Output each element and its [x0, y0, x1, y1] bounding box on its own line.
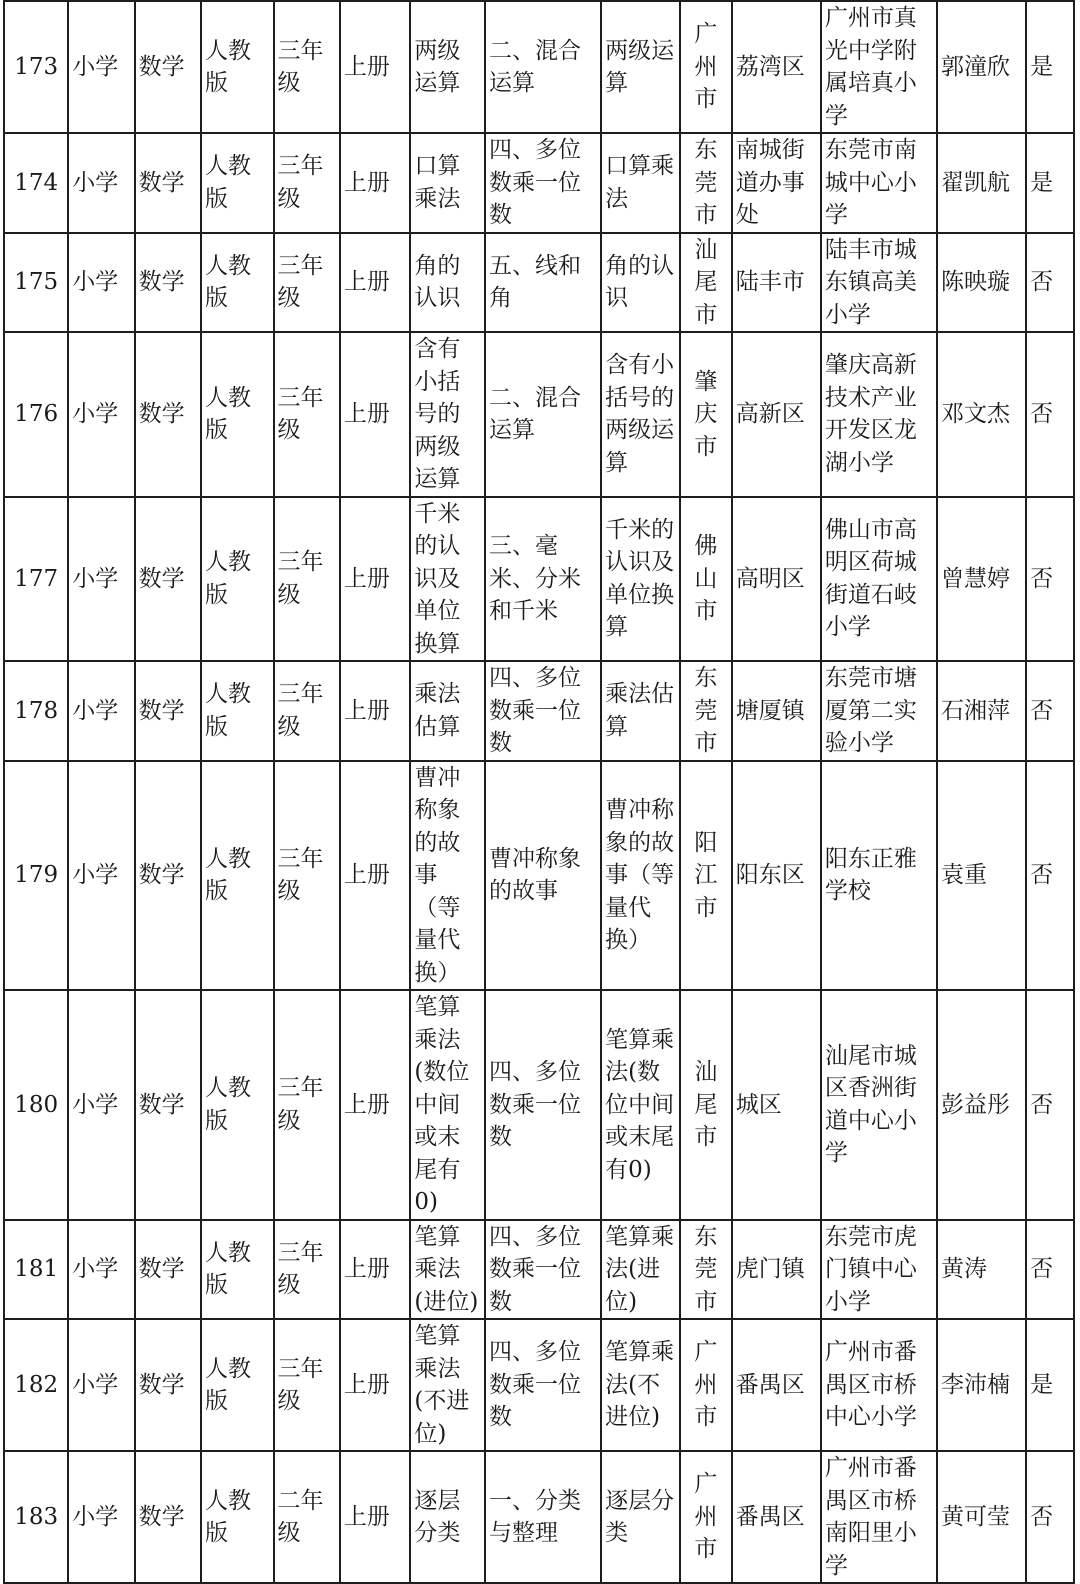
cell-lesson-title: 乘法估算 — [410, 661, 485, 761]
cell-topic-title: 口算乘法 — [601, 133, 680, 233]
table-row — [4, 133, 1074, 233]
records-table — [3, 0, 1075, 1584]
cell-volume: 上册 — [340, 661, 411, 761]
cell-teacher-name: 彭益彤 — [937, 990, 1026, 1220]
cell-row-number: 174 — [4, 133, 68, 233]
cell-status-flag: 否 — [1026, 1451, 1074, 1583]
cell-topic-title: 逐层分类 — [601, 1451, 680, 1583]
cell-school-name: 广州市番禺区市桥南阳里小学 — [821, 1451, 937, 1583]
cell-unit-title: 四、多位数乘一位数 — [485, 133, 601, 233]
cell-lesson-title: 千米的认识及单位换算 — [410, 497, 485, 662]
cell-grade-level: 三年级 — [274, 497, 340, 662]
cell-lesson-title: 含有小括号的两级运算 — [410, 332, 485, 497]
cell-school-name: 东莞市塘厦第二实验小学 — [821, 661, 937, 761]
cell-district: 高新区 — [732, 332, 821, 497]
cell-school-name: 陆丰市城东镇高美小学 — [821, 233, 937, 333]
cell-subject: 数学 — [135, 497, 201, 662]
cell-district: 高明区 — [732, 497, 821, 662]
cell-school-stage: 小学 — [68, 1, 134, 133]
cell-row-number: 179 — [4, 761, 68, 991]
cell-district: 阳东区 — [732, 761, 821, 991]
cell-lesson-title: 角的认识 — [410, 233, 485, 333]
cell-school-stage: 小学 — [68, 1220, 134, 1320]
cell-volume: 上册 — [340, 497, 411, 662]
cell-status-flag: 否 — [1026, 497, 1074, 662]
cell-lesson-title: 笔算乘法(不进位) — [410, 1319, 485, 1451]
cell-unit-title: 一、分类与整理 — [485, 1451, 601, 1583]
cell-status-flag: 是 — [1026, 133, 1074, 233]
cell-school-stage: 小学 — [68, 761, 134, 991]
cell-row-number: 178 — [4, 661, 68, 761]
cell-status-flag: 否 — [1026, 233, 1074, 333]
cell-volume: 上册 — [340, 1, 411, 133]
cell-status-flag: 否 — [1026, 661, 1074, 761]
cell-school-stage: 小学 — [68, 133, 134, 233]
cell-city: 肇庆市 — [680, 332, 732, 497]
cell-subject: 数学 — [135, 1, 201, 133]
table-row — [4, 1451, 1074, 1583]
cell-lesson-title: 曹冲称象的故事（等量代换） — [410, 761, 485, 991]
cell-school-stage: 小学 — [68, 233, 134, 333]
cell-school-stage: 小学 — [68, 990, 134, 1220]
cell-unit-title: 四、多位数乘一位数 — [485, 661, 601, 761]
cell-volume: 上册 — [340, 1220, 411, 1320]
cell-district: 荔湾区 — [732, 1, 821, 133]
table-row — [4, 661, 1074, 761]
cell-status-flag: 是 — [1026, 1, 1074, 133]
cell-lesson-title: 笔算乘法(数位中间或末尾有0) — [410, 990, 485, 1220]
cell-grade-level: 三年级 — [274, 990, 340, 1220]
cell-teacher-name: 石湘萍 — [937, 661, 1026, 761]
cell-district: 城区 — [732, 990, 821, 1220]
cell-textbook-edition: 人教版 — [201, 233, 274, 333]
cell-unit-title: 四、多位数乘一位数 — [485, 1319, 601, 1451]
cell-textbook-edition: 人教版 — [201, 133, 274, 233]
cell-textbook-edition: 人教版 — [201, 1319, 274, 1451]
cell-city: 阳江市 — [680, 761, 732, 991]
cell-school-name: 肇庆高新技术产业开发区龙湖小学 — [821, 332, 937, 497]
cell-subject: 数学 — [135, 332, 201, 497]
cell-textbook-edition: 人教版 — [201, 1220, 274, 1320]
cell-school-name: 佛山市高明区荷城街道石岐小学 — [821, 497, 937, 662]
table-row — [4, 1, 1074, 133]
cell-row-number: 180 — [4, 990, 68, 1220]
cell-teacher-name: 郭潼欣 — [937, 1, 1026, 133]
cell-unit-title: 二、混合运算 — [485, 1, 601, 133]
cell-school-name: 汕尾市城区香洲街道中心小学 — [821, 990, 937, 1220]
cell-district: 塘厦镇 — [732, 661, 821, 761]
cell-topic-title: 两级运算 — [601, 1, 680, 133]
cell-school-name: 东莞市虎门镇中心小学 — [821, 1220, 937, 1320]
cell-status-flag: 否 — [1026, 761, 1074, 991]
cell-textbook-edition: 人教版 — [201, 1451, 274, 1583]
cell-subject: 数学 — [135, 133, 201, 233]
cell-school-stage: 小学 — [68, 661, 134, 761]
cell-city: 汕尾市 — [680, 990, 732, 1220]
cell-city: 东莞市 — [680, 661, 732, 761]
cell-district: 番禺区 — [732, 1319, 821, 1451]
cell-school-stage: 小学 — [68, 1319, 134, 1451]
cell-grade-level: 二年级 — [274, 1451, 340, 1583]
cell-topic-title: 曹冲称象的故事（等量代换） — [601, 761, 680, 991]
cell-grade-level: 三年级 — [274, 1220, 340, 1320]
cell-volume: 上册 — [340, 1451, 411, 1583]
cell-teacher-name: 李沛楠 — [937, 1319, 1026, 1451]
table-row — [4, 233, 1074, 333]
cell-unit-title: 四、多位数乘一位数 — [485, 1220, 601, 1320]
cell-volume: 上册 — [340, 1319, 411, 1451]
cell-unit-title: 三、毫米、分米和千米 — [485, 497, 601, 662]
cell-topic-title: 笔算乘法(数位中间或末尾有0) — [601, 990, 680, 1220]
cell-unit-title: 四、多位数乘一位数 — [485, 990, 601, 1220]
cell-volume: 上册 — [340, 990, 411, 1220]
cell-grade-level: 三年级 — [274, 1, 340, 133]
cell-unit-title: 曹冲称象的故事 — [485, 761, 601, 991]
cell-subject: 数学 — [135, 1220, 201, 1320]
cell-textbook-edition: 人教版 — [201, 1, 274, 133]
cell-district: 番禺区 — [732, 1451, 821, 1583]
cell-textbook-edition: 人教版 — [201, 990, 274, 1220]
cell-grade-level: 三年级 — [274, 661, 340, 761]
cell-subject: 数学 — [135, 1451, 201, 1583]
cell-status-flag: 否 — [1026, 990, 1074, 1220]
cell-row-number: 183 — [4, 1451, 68, 1583]
cell-status-flag: 否 — [1026, 332, 1074, 497]
cell-city: 东莞市 — [680, 1220, 732, 1320]
cell-city: 广州市 — [680, 1, 732, 133]
cell-subject: 数学 — [135, 233, 201, 333]
cell-city: 广州市 — [680, 1319, 732, 1451]
cell-row-number: 175 — [4, 233, 68, 333]
cell-school-name: 广州市番禺区市桥中心小学 — [821, 1319, 937, 1451]
cell-volume: 上册 — [340, 133, 411, 233]
cell-textbook-edition: 人教版 — [201, 761, 274, 991]
cell-school-name: 阳东正雅学校 — [821, 761, 937, 991]
cell-city: 佛山市 — [680, 497, 732, 662]
cell-subject: 数学 — [135, 1319, 201, 1451]
cell-volume: 上册 — [340, 332, 411, 497]
cell-teacher-name: 黄涛 — [937, 1220, 1026, 1320]
cell-unit-title: 二、混合运算 — [485, 332, 601, 497]
cell-volume: 上册 — [340, 233, 411, 333]
cell-grade-level: 三年级 — [274, 233, 340, 333]
cell-topic-title: 笔算乘法(不进位) — [601, 1319, 680, 1451]
table-row — [4, 761, 1074, 991]
cell-school-stage: 小学 — [68, 332, 134, 497]
table-row — [4, 497, 1074, 662]
table-row — [4, 1319, 1074, 1451]
cell-city: 汕尾市 — [680, 233, 732, 333]
cell-school-name: 广州市真光中学附属培真小学 — [821, 1, 937, 133]
cell-subject: 数学 — [135, 990, 201, 1220]
cell-teacher-name: 袁重 — [937, 761, 1026, 991]
cell-lesson-title: 笔算乘法(进位) — [410, 1220, 485, 1320]
cell-row-number: 176 — [4, 332, 68, 497]
cell-teacher-name: 黄可莹 — [937, 1451, 1026, 1583]
cell-topic-title: 乘法估算 — [601, 661, 680, 761]
cell-grade-level: 三年级 — [274, 761, 340, 991]
cell-city: 东莞市 — [680, 133, 732, 233]
cell-topic-title: 含有小括号的两级运算 — [601, 332, 680, 497]
cell-school-stage: 小学 — [68, 1451, 134, 1583]
cell-lesson-title: 口算乘法 — [410, 133, 485, 233]
table-row — [4, 990, 1074, 1220]
cell-grade-level: 三年级 — [274, 133, 340, 233]
cell-topic-title: 角的认识 — [601, 233, 680, 333]
cell-row-number: 177 — [4, 497, 68, 662]
cell-teacher-name: 曾慧婷 — [937, 497, 1026, 662]
cell-textbook-edition: 人教版 — [201, 497, 274, 662]
cell-status-flag: 是 — [1026, 1319, 1074, 1451]
cell-unit-title: 五、线和角 — [485, 233, 601, 333]
table-row — [4, 1220, 1074, 1320]
cell-city: 广州市 — [680, 1451, 732, 1583]
cell-textbook-edition: 人教版 — [201, 661, 274, 761]
cell-district: 南城街道办事处 — [732, 133, 821, 233]
cell-school-stage: 小学 — [68, 497, 134, 662]
cell-teacher-name: 陈映璇 — [937, 233, 1026, 333]
cell-grade-level: 三年级 — [274, 1319, 340, 1451]
cell-district: 虎门镇 — [732, 1220, 821, 1320]
cell-topic-title: 千米的认识及单位换算 — [601, 497, 680, 662]
cell-topic-title: 笔算乘法(进位) — [601, 1220, 680, 1320]
cell-row-number: 181 — [4, 1220, 68, 1320]
cell-status-flag: 否 — [1026, 1220, 1074, 1320]
cell-lesson-title: 两级运算 — [410, 1, 485, 133]
cell-row-number: 173 — [4, 1, 68, 133]
cell-subject: 数学 — [135, 661, 201, 761]
cell-grade-level: 三年级 — [274, 332, 340, 497]
cell-volume: 上册 — [340, 761, 411, 991]
cell-teacher-name: 邓文杰 — [937, 332, 1026, 497]
table-body — [4, 1, 1074, 1583]
table-row — [4, 332, 1074, 497]
cell-subject: 数学 — [135, 761, 201, 991]
cell-row-number: 182 — [4, 1319, 68, 1451]
cell-school-name: 东莞市南城中心小学 — [821, 133, 937, 233]
cell-textbook-edition: 人教版 — [201, 332, 274, 497]
cell-lesson-title: 逐层分类 — [410, 1451, 485, 1583]
cell-teacher-name: 翟凯航 — [937, 133, 1026, 233]
cell-district: 陆丰市 — [732, 233, 821, 333]
